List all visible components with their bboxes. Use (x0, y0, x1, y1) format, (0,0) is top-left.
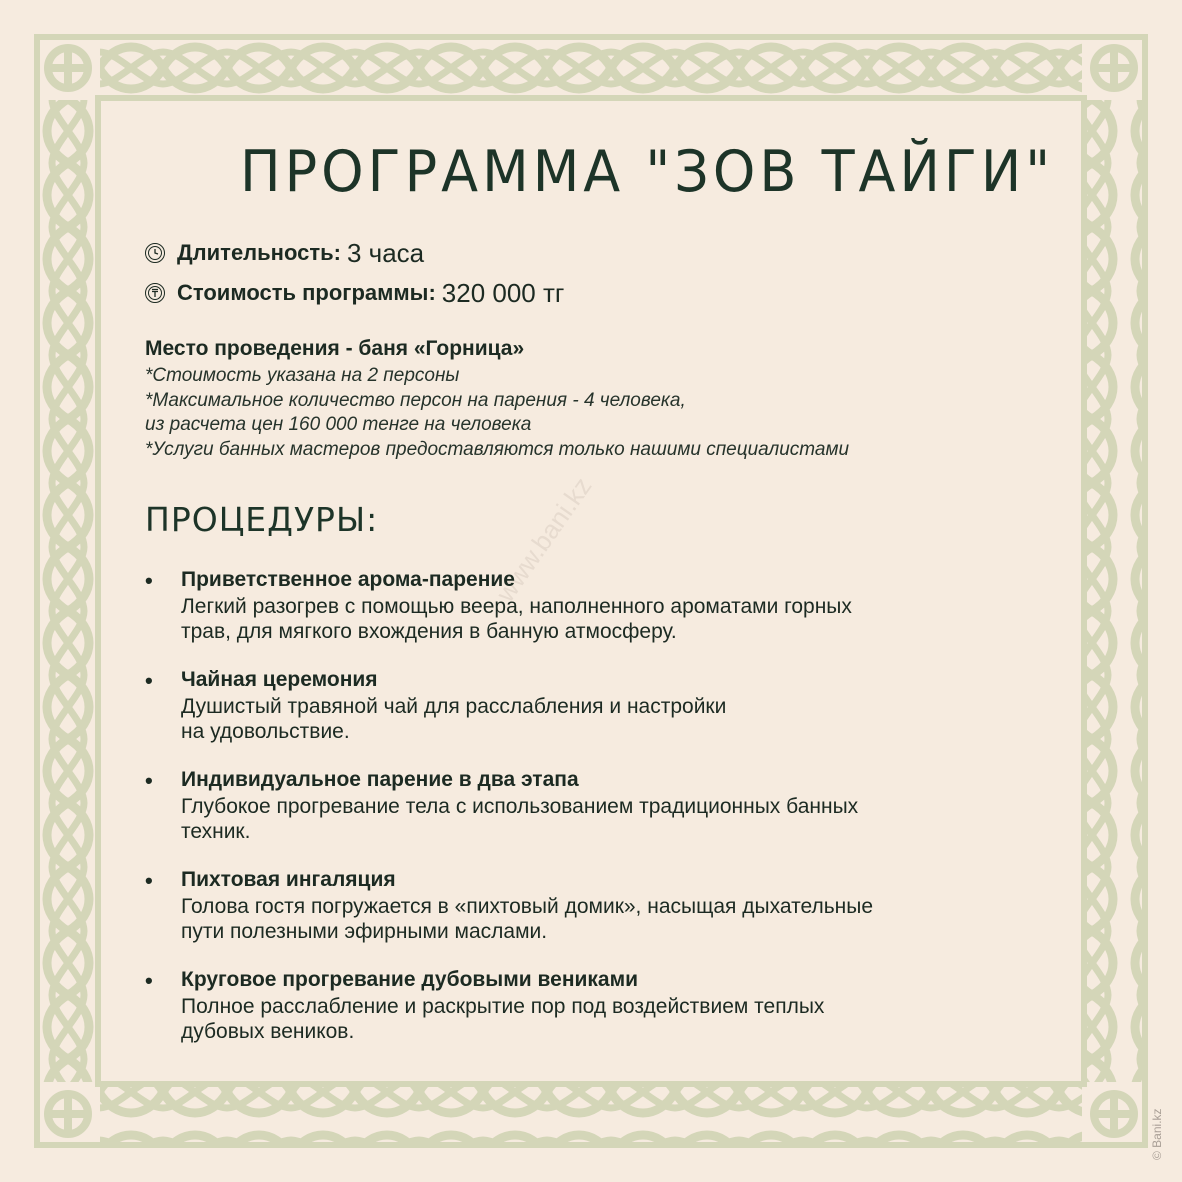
tenge-icon (145, 283, 165, 303)
procedure-desc: Легкий разогрев с помощью веера, наполненного ароматами горных (181, 595, 852, 618)
bullet: • (145, 968, 153, 993)
note-line: из расчета цен 160 000 тенге на человека (145, 414, 532, 435)
procedure-name: Круговое прогревание дубовыми вениками (181, 968, 639, 991)
procedure-name: Чайная церемония (181, 668, 378, 691)
bullet: • (145, 768, 153, 793)
procedure-desc: дубовых веников. (181, 1020, 355, 1043)
watermark: www.bani.kz (490, 471, 598, 608)
note-line: *Стоимость указана на 2 персоны (145, 365, 460, 386)
procedure-desc: на удовольствие. (181, 720, 350, 743)
price-label: Стоимость программы: (177, 280, 436, 305)
note-line: *Услуги банных мастеров предоставляются только нашими специалистами (145, 439, 850, 460)
procedure-desc: Голова гостя погружается в «пихтовый домик», насыщая дыхательные (181, 895, 874, 918)
procedure-name: Пихтовая ингаляция (181, 868, 396, 891)
procedure-desc: Полное расслабление и раскрытие пор под воздействием теплых (181, 995, 825, 1018)
procedure-desc: пути полезными эфирными маслами. (181, 920, 548, 943)
duration-value: 3 часа (346, 237, 425, 268)
clock-icon (145, 243, 165, 263)
price-row (145, 278, 564, 308)
bullet: • (145, 868, 153, 893)
venue-text: Место проведения - баня «Горница» (145, 337, 525, 360)
bullet: • (145, 568, 153, 593)
procedure-desc: Душистый травяной чай для расслабления и настройки (181, 695, 727, 718)
duration-label: Длительность: (177, 240, 341, 265)
copyright-text: © Bani.kz (1150, 1108, 1164, 1160)
page-title: ПРОГРАММА "ЗОВ ТАЙГИ" (240, 138, 1055, 205)
procedure-desc: трав, для мягкого вхождения в банную атмосферу. (181, 620, 677, 643)
price-value: 320 000 тг (441, 277, 565, 308)
procedure-name: Приветственное арома-парение (181, 568, 515, 591)
procedures-heading: ПРОЦЕДУРЫ: (145, 500, 379, 539)
procedure-desc: Глубокое прогревание тела с использованием традиционных банных (181, 795, 859, 818)
procedure-desc: техник. (181, 820, 251, 843)
bullet: • (145, 668, 153, 693)
duration-row (145, 238, 424, 268)
procedure-name: Индивидуальное парение в два этапа (181, 768, 579, 791)
note-line: *Максимальное количество персон на парения - 4 человека, (145, 390, 686, 411)
